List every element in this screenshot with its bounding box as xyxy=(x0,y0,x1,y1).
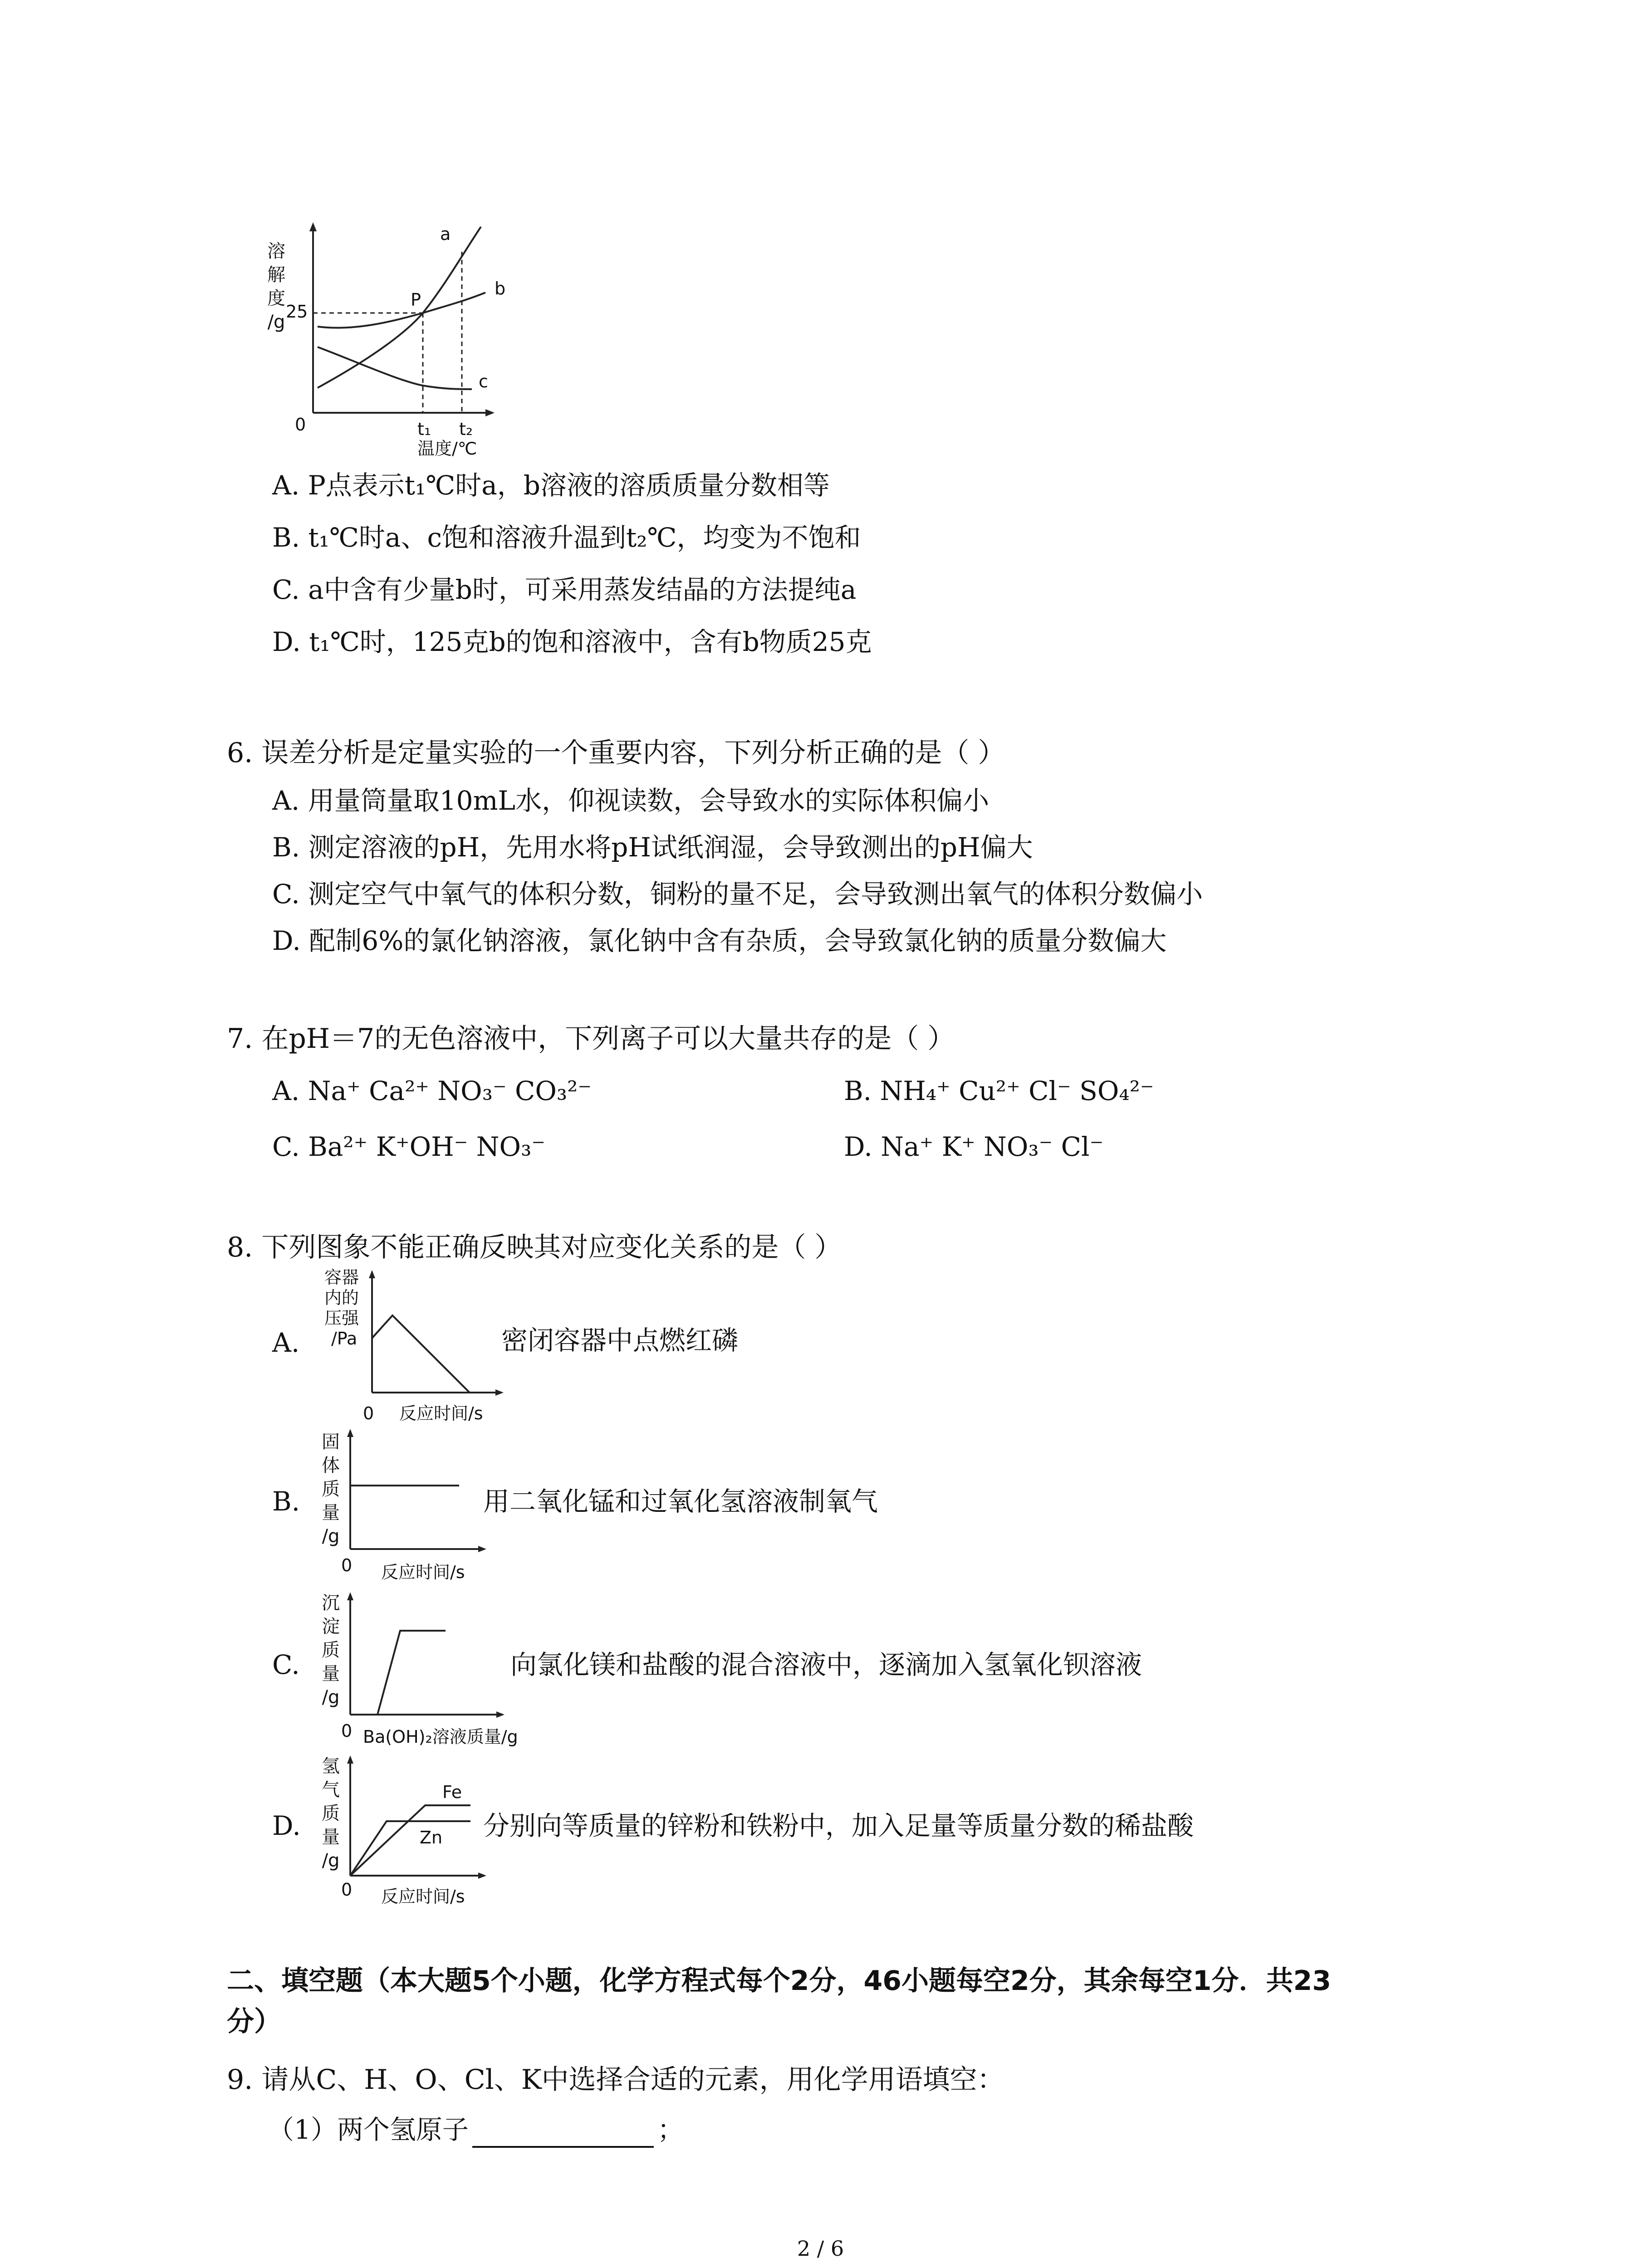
q8-c-ylabel-3: 质 xyxy=(322,1640,340,1661)
q9-stem: 9. 请从C、H、O、Cl、K中选择合适的元素，用化学用语填空： xyxy=(227,2064,1004,2096)
q8-b-xlabel: 反应时间/s xyxy=(381,1562,465,1582)
q5-option-d: D. t₁℃时，125克b的饱和溶液中，含有b物质25克 xyxy=(272,626,872,657)
q6-option-c: C. 测定空气中氧气的体积分数，铜粉的量不足，会导致测出氧气的体积分数偏小 xyxy=(272,879,1203,909)
q7-option-b: B. NH₄⁺ Cu²⁺ Cl⁻ SO₄²⁻ xyxy=(844,1075,1154,1106)
q5-option-b: B. t₁℃时a、c饱和溶液升温到t₂℃，均变为不饱和 xyxy=(272,522,861,553)
q8-a-ylabel-1: 容器 xyxy=(324,1267,359,1287)
q8-d-zn-label: Zn xyxy=(420,1828,443,1848)
point-p-label: P xyxy=(411,290,421,310)
q8-b-ylabel-2: 体 xyxy=(322,1455,340,1476)
graph-t2-label: t₂ xyxy=(459,419,473,439)
q6-stem: 6. 误差分析是定量实验的一个重要内容，下列分析正确的是（ ） xyxy=(227,737,1005,769)
q7-option-a: A. Na⁺ Ca²⁺ NO₃⁻ CO₃²⁻ xyxy=(272,1075,592,1106)
curve-c-label: c xyxy=(479,371,488,391)
q8-a-xlabel: 反应时间/s xyxy=(399,1403,483,1423)
graph-origin-label: 0 xyxy=(295,415,306,435)
q8-c-xlabel: Ba(OH)₂溶液质量/g xyxy=(363,1727,518,1747)
q7-option-c: C. Ba²⁺ K⁺OH⁻ NO₃⁻ xyxy=(272,1131,545,1162)
q6-option-b: B. 测定溶液的pH，先用水将pH试纸润湿，会导致测出的pH偏大 xyxy=(272,832,1033,863)
q5-option-c: C. a中含有少量b时，可采用蒸发结晶的方法提纯a xyxy=(272,574,857,605)
q8-a-ylabel-3: 压强 xyxy=(324,1308,359,1328)
q8-b-ylabel-4: 量 xyxy=(322,1502,340,1523)
graph-ylabel-4: /g xyxy=(267,312,285,332)
q8-b-origin: 0 xyxy=(341,1555,353,1575)
q8-a-plot xyxy=(367,1270,513,1397)
q8-d-desc: 分别向等质量的锌粉和铁粉中，加入足量等质量分数的稀盐酸 xyxy=(483,1810,1194,1841)
q8-b-ylabel-5: /g xyxy=(322,1526,340,1547)
q9-sub1-answer-blank[interactable] xyxy=(472,2119,654,2148)
q8-a-ylabel-2: 内的 xyxy=(324,1288,359,1308)
q8-b-ylabel-3: 质 xyxy=(322,1479,340,1500)
graph-xlabel: 温度/℃ xyxy=(417,439,477,459)
graph-ylabel-1: 溶 xyxy=(267,241,285,262)
q6-option-a: A. 用量筒量取10mL水，仰视读数，会导致水的实际体积偏小 xyxy=(272,785,989,816)
graph-ylabel-3: 度 xyxy=(267,288,285,309)
q8-b-ylabel-1: 固 xyxy=(322,1432,340,1452)
q8-stem: 8. 下列图象不能正确反映其对应变化关系的是（ ） xyxy=(227,1232,842,1263)
q7-stem: 7. 在pH＝7的无色溶液中，下列离子可以大量共存的是（ ） xyxy=(227,1023,955,1055)
q8-b-desc: 用二氧化锰和过氧化氢溶液制氧气 xyxy=(483,1486,878,1517)
graph-ylabel-2: 解 xyxy=(267,264,285,285)
solubility-curves xyxy=(299,218,526,422)
q8-d-fe-label: Fe xyxy=(442,1782,462,1802)
graph-y25-label: 25 xyxy=(286,302,308,322)
q8-c-ylabel-1: 沉 xyxy=(322,1593,340,1613)
q8-a-origin: 0 xyxy=(363,1403,374,1423)
q8-b-plot xyxy=(346,1429,495,1556)
q8-d-plot xyxy=(346,1755,495,1882)
q8-d-letter: D. xyxy=(272,1810,301,1841)
q8-c-origin: 0 xyxy=(341,1721,353,1741)
curve-a-label: a xyxy=(440,224,451,244)
q8-d-ylabel-2: 气 xyxy=(322,1779,340,1800)
q8-c-desc: 向氯化镁和盐酸的混合溶液中，逐滴加入氢氧化钡溶液 xyxy=(510,1649,1142,1680)
q8-a-ylabel-4: /Pa xyxy=(331,1329,358,1349)
graph-t1-label: t₁ xyxy=(417,419,431,439)
section2-heading-line2: 分） xyxy=(227,2006,281,2038)
q5-option-a: A. P点表示t₁℃时a，b溶液的溶质质量分数相等 xyxy=(272,470,830,501)
page-number: 2 / 6 xyxy=(797,2236,844,2261)
q8-a-desc: 密闭容器中点燃红磷 xyxy=(501,1325,739,1356)
q8-c-ylabel-4: 量 xyxy=(322,1663,340,1684)
q8-d-ylabel-4: 量 xyxy=(322,1827,340,1848)
q7-option-d: D. Na⁺ K⁺ NO₃⁻ Cl⁻ xyxy=(844,1131,1104,1162)
q8-a-letter: A. xyxy=(272,1327,300,1358)
q8-c-letter: C. xyxy=(272,1649,300,1680)
q9-sub1-label: （1）两个氢原子 xyxy=(268,2114,469,2145)
q8-d-ylabel-3: 质 xyxy=(322,1803,340,1824)
q8-d-xlabel: 反应时间/s xyxy=(381,1887,465,1906)
q8-d-ylabel-5: /g xyxy=(322,1850,340,1871)
curve-b-label: b xyxy=(495,279,506,298)
q9-sub1-end: ； xyxy=(657,2114,684,2145)
q6-option-d: D. 配制6%的氯化钠溶液，氯化钠中含有杂质，会导致氯化钠的质量分数偏大 xyxy=(272,925,1167,956)
q8-d-origin: 0 xyxy=(341,1880,353,1900)
q8-b-letter: B. xyxy=(272,1486,300,1517)
q8-d-ylabel-1: 氢 xyxy=(322,1756,340,1777)
q8-c-ylabel-5: /g xyxy=(322,1687,340,1708)
section2-heading-line1: 二、填空题（本大题5个小题，化学方程式每个2分，46小题每空2分，其余每空1分．共23 xyxy=(227,1965,1331,1997)
q8-c-ylabel-2: 淀 xyxy=(322,1616,340,1637)
q9-sub1 xyxy=(268,2112,684,2148)
q8-c-plot xyxy=(346,1592,514,1719)
